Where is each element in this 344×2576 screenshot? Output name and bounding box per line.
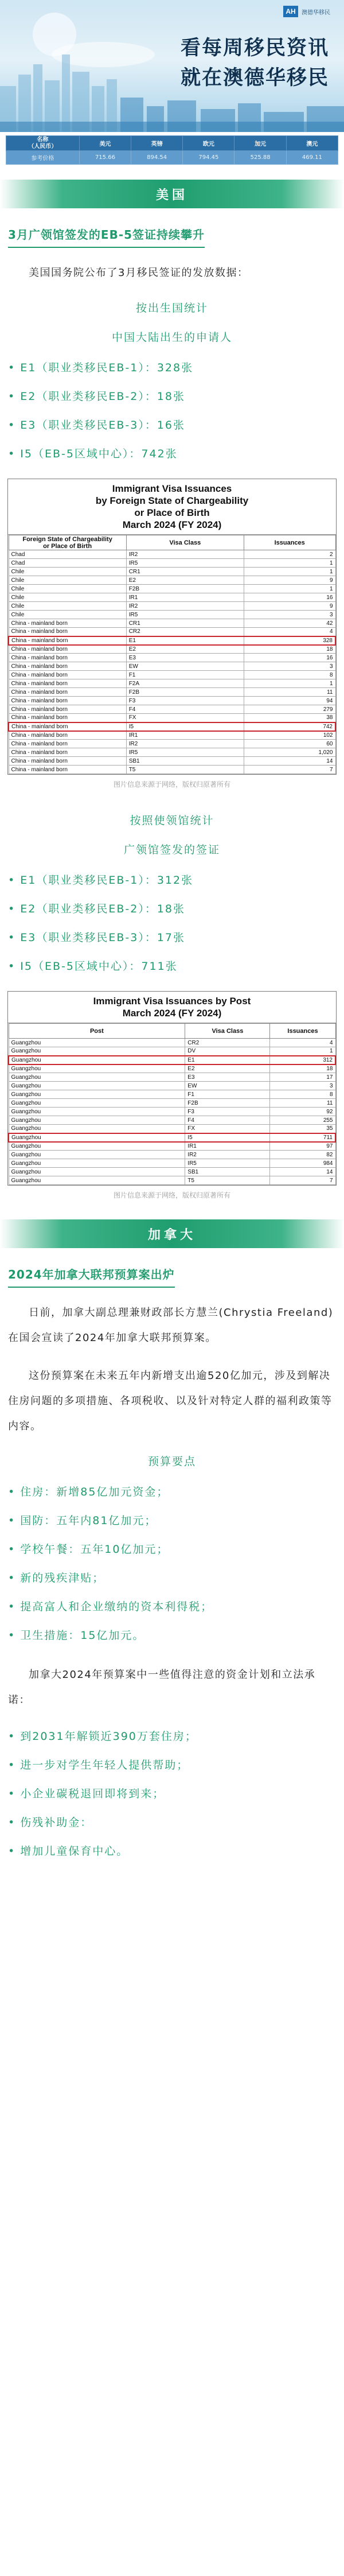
- table-cell-count: 16: [244, 593, 335, 602]
- table-cell-count: 4: [270, 1039, 335, 1047]
- table-cell-count: 4: [244, 628, 335, 636]
- table-cell-count: 82: [270, 1151, 335, 1159]
- table-cell-class: I5: [126, 722, 244, 731]
- table-cell-count: 2: [244, 550, 335, 559]
- table-row: [9, 757, 335, 766]
- image-caption-1: 图片信息来源于网络，版权归原著所有: [113, 780, 230, 788]
- table-row: [9, 1064, 335, 1073]
- table-cell-name: Guangzhou: [9, 1090, 185, 1099]
- table-row: [9, 1090, 335, 1099]
- brand-logo: [283, 6, 330, 17]
- table-cell-name: Chad: [9, 550, 126, 559]
- table-cell-name: Guangzhou: [9, 1168, 185, 1176]
- rates-row: [6, 151, 338, 165]
- table2-col-issuances: Issuances: [270, 1024, 335, 1039]
- table-title-line: Immigrant Visa Issuances: [112, 483, 232, 494]
- table-cell-name: Guangzhou: [9, 1099, 185, 1108]
- post-visa-item: [8, 952, 336, 981]
- key-point-item: [8, 1564, 336, 1592]
- exchange-rate-table: [6, 135, 338, 165]
- table-cell-name: Guangzhou: [9, 1125, 185, 1133]
- country-visa-item-text: E3（职业类移民EB-3）：16张: [20, 419, 186, 432]
- table-cell-name: China - mainland born: [9, 679, 126, 688]
- rates-cell: 参考价格: [6, 151, 80, 165]
- table-cell-class: F2A: [126, 679, 244, 688]
- table-cell-name: China - mainland born: [9, 740, 126, 748]
- table-cell-class: DV: [185, 1047, 270, 1056]
- table-cell-class: E2: [126, 645, 244, 654]
- headline-line-2: 就在澳德华移民: [180, 67, 329, 90]
- table-cell-count: 8: [244, 671, 335, 679]
- table-cell-name: Guangzhou: [9, 1142, 185, 1151]
- table-row: [9, 654, 335, 662]
- table-cell-name: China - mainland born: [9, 714, 126, 722]
- commitment-item: [8, 1722, 336, 1751]
- table-row: [9, 602, 335, 611]
- table-cell-name: China - mainland born: [9, 619, 126, 628]
- table-cell-class: FX: [185, 1125, 270, 1133]
- table-title-line: Immigrant Visa Issuances by Post: [93, 996, 251, 1007]
- country-visa-item: [8, 440, 336, 468]
- country-visa-item: [8, 353, 336, 382]
- key-point-item: [8, 1592, 336, 1621]
- logo-mark: AH: [283, 6, 298, 17]
- table-cell-name: Chile: [9, 568, 126, 576]
- table-cell-count: 35: [270, 1125, 335, 1133]
- table-row-highlighted: [9, 636, 335, 645]
- table-cell-class: EW: [126, 662, 244, 671]
- country-visa-item-text: E2（职业类移民EB-2）：18张: [20, 390, 186, 403]
- table-row: [9, 1073, 335, 1082]
- table-cell-name: China - mainland born: [9, 645, 126, 654]
- table-cell-count: 60: [244, 740, 335, 748]
- table-row: [9, 697, 335, 705]
- table-title-line: March 2024 (FY 2024): [122, 519, 222, 530]
- post-visa-item-text: E1（职业类移民EB-1）：312张: [20, 874, 194, 887]
- bullet: •: [8, 1845, 21, 1858]
- commitment-item: [8, 1751, 336, 1780]
- table-cell-count: 16: [244, 654, 335, 662]
- table-cell-class: F3: [185, 1108, 270, 1116]
- table-cell-class: IR5: [126, 611, 244, 619]
- table1-col-country: Foreign State of Chargeability or Place of Birth: [9, 535, 126, 550]
- table-cell-name: China - mainland born: [9, 628, 126, 636]
- bullet: •: [8, 1572, 21, 1584]
- table2-title: [8, 992, 336, 1023]
- section-title-usa: 美国: [155, 188, 188, 203]
- table-cell-name: China - mainland born: [9, 731, 126, 740]
- canada-para-2: 这份预算案在未来五年内新增支出逾520亿加元，涉及到解决住房问题的多项措施、各项税收、以及针对特定人群的福利政策等内容。: [8, 1370, 333, 1432]
- bullet: •: [8, 903, 21, 915]
- table-cell-count: 279: [244, 705, 335, 714]
- table-cell-count: 9: [244, 602, 335, 611]
- table-cell-class: IR2: [185, 1151, 270, 1159]
- image-caption-2: 图片信息来源于网络，版权归原著所有: [113, 1191, 230, 1199]
- table-row: [9, 705, 335, 714]
- commitment-item-text: 小企业碳税退回即将到来；: [20, 1788, 165, 1800]
- table-row: [9, 619, 335, 628]
- bullet: •: [8, 1600, 21, 1613]
- table-row: [9, 550, 335, 559]
- table-row: [9, 1099, 335, 1108]
- table-cell-class: SB1: [126, 757, 244, 766]
- key-point-item: [8, 1478, 336, 1506]
- table-cell-count: 328: [244, 636, 335, 645]
- by-country-heading: 按出生国统计: [135, 302, 208, 314]
- table-cell-class: T5: [185, 1176, 270, 1185]
- rates-header-cell: 美元: [79, 136, 131, 151]
- post-visa-list: [8, 866, 336, 981]
- table-cell-class: F2B: [185, 1099, 270, 1108]
- table-row: [9, 671, 335, 679]
- table-cell-name: China - mainland born: [9, 662, 126, 671]
- section-title-canada: 加拿大: [147, 1227, 196, 1242]
- table-cell-count: 312: [270, 1056, 335, 1064]
- table-cell-class: CR1: [126, 619, 244, 628]
- bullet: •: [8, 1816, 21, 1829]
- table-row: [9, 714, 335, 722]
- table-cell-class: FX: [126, 714, 244, 722]
- table-cell-class: SB1: [185, 1168, 270, 1176]
- table-row: [9, 1047, 335, 1056]
- table-cell-name: China - mainland born: [9, 697, 126, 705]
- table-cell-count: 3: [270, 1082, 335, 1090]
- table-cell-count: 1: [244, 585, 335, 593]
- table-row: [9, 748, 335, 757]
- rates-header-cell: 澳元: [286, 136, 338, 151]
- table1: [8, 535, 336, 774]
- table-row: [9, 679, 335, 688]
- commitment-item-text: 到2031年解锁近390万套住房；: [20, 1730, 197, 1743]
- logo-text: 澳德华移民: [302, 9, 330, 16]
- table-cell-class: T5: [126, 766, 244, 774]
- bullet: •: [8, 1543, 21, 1556]
- rates-cell: 794.45: [183, 151, 234, 165]
- bullet: •: [8, 1788, 21, 1800]
- key-point-item: [8, 1506, 336, 1535]
- table-title-line: by Foreign State of Chargeability: [95, 495, 249, 506]
- table-cell-count: 1: [244, 568, 335, 576]
- table-cell-name: Guangzhou: [9, 1133, 185, 1142]
- post-visa-item: [8, 866, 336, 895]
- rates-cell: 469.11: [286, 151, 338, 165]
- post-visa-item-text: E2（职业类移民EB-2）：18张: [20, 903, 186, 915]
- table-cell-count: 102: [244, 731, 335, 740]
- country-visa-item: [8, 411, 336, 440]
- table-cell-count: 17: [270, 1073, 335, 1082]
- table-cell-name: Chile: [9, 611, 126, 619]
- commitment-item-text: 增加儿童保育中心。: [20, 1845, 129, 1858]
- banner-headline: [181, 33, 329, 93]
- bullet: •: [8, 1629, 21, 1642]
- table-cell-count: 14: [244, 757, 335, 766]
- key-point-item-text: 学校午餐：五年10亿加元；: [20, 1543, 169, 1556]
- table-cell-name: China - mainland born: [9, 671, 126, 679]
- section-header-canada: [0, 1219, 344, 1248]
- table-cell-class: IR2: [126, 602, 244, 611]
- table-cell-name: China - mainland born: [9, 748, 126, 757]
- table-title-line: March 2024 (FY 2024): [122, 1008, 222, 1019]
- header-banner: [0, 0, 344, 132]
- table-cell-name: China - mainland born: [9, 636, 126, 645]
- table-cell-name: Guangzhou: [9, 1116, 185, 1125]
- table-cell-name: Guangzhou: [9, 1064, 185, 1073]
- table-cell-count: 18: [244, 645, 335, 654]
- table-cell-count: 255: [270, 1116, 335, 1125]
- table-cell-count: 3: [244, 611, 335, 619]
- table-cell-class: E3: [185, 1073, 270, 1082]
- table-cell-name: Chile: [9, 585, 126, 593]
- key-point-item-text: 住房：新增85亿加元资金；: [20, 1486, 169, 1498]
- table-cell-class: CR1: [126, 568, 244, 576]
- rates-cell: 715.66: [79, 151, 131, 165]
- table-cell-class: F1: [185, 1090, 270, 1099]
- table-cell-count: 42: [244, 619, 335, 628]
- rates-cell: 894.54: [131, 151, 183, 165]
- table-cell-class: I5: [185, 1133, 270, 1142]
- table-cell-count: 8: [270, 1090, 335, 1099]
- table-cell-count: 711: [270, 1133, 335, 1142]
- table-cell-count: 18: [270, 1064, 335, 1073]
- table-cell-count: 94: [244, 697, 335, 705]
- table-cell-name: Chile: [9, 593, 126, 602]
- table-row: [9, 1082, 335, 1090]
- table-cell-count: 1: [244, 559, 335, 568]
- table-row: [9, 740, 335, 748]
- bullet: •: [8, 390, 21, 403]
- table-cell-name: Chile: [9, 576, 126, 585]
- table-cell-class: E2: [185, 1064, 270, 1073]
- headline-line-1: 看每周移民资讯: [180, 37, 329, 60]
- table-cell-class: IR1: [185, 1142, 270, 1151]
- table-row: [9, 585, 335, 593]
- table-cell-name: China - mainland born: [9, 757, 126, 766]
- rates-header-row: [6, 136, 338, 151]
- visa-by-post-table-image: [7, 991, 337, 1186]
- country-visa-list: [8, 353, 336, 468]
- country-visa-item: [8, 382, 336, 411]
- table-cell-name: Guangzhou: [9, 1151, 185, 1159]
- table-cell-name: Guangzhou: [9, 1056, 185, 1064]
- post-visa-item: [8, 923, 336, 952]
- table-cell-class: E3: [126, 654, 244, 662]
- table-row: [9, 662, 335, 671]
- post-visa-item-text: E3（职业类移民EB-3）：17张: [20, 931, 186, 944]
- table-cell-count: 984: [270, 1159, 335, 1168]
- table2-col-post: Post: [9, 1024, 185, 1039]
- table-cell-class: IR1: [126, 731, 244, 740]
- commitment-item-text: 进一步对学生年轻人提供帮助；: [20, 1759, 189, 1771]
- table-row: [9, 576, 335, 585]
- post-visa-item-text: I5（EB-5区域中心）：711张: [20, 960, 178, 973]
- table-cell-count: 97: [270, 1142, 335, 1151]
- table-cell-count: 14: [270, 1168, 335, 1176]
- table1-title: [8, 479, 336, 535]
- rates-header-cell: 名称 （人民币）: [6, 136, 80, 151]
- table-cell-count: 1,020: [244, 748, 335, 757]
- bullet: •: [8, 448, 21, 460]
- key-point-item-text: 国防：五年内81亿加元；: [20, 1514, 157, 1527]
- table-cell-count: 92: [270, 1108, 335, 1116]
- table-row: [9, 628, 335, 636]
- table1-col-issuances: Issuances: [244, 535, 335, 550]
- table2-col-class: Visa Class: [185, 1024, 270, 1039]
- table-row-highlighted: [9, 1133, 335, 1142]
- key-point-item-text: 提高富人和企业缴纳的资本利得税；: [20, 1600, 213, 1613]
- bullet: •: [8, 874, 21, 887]
- table-cell-class: E1: [126, 636, 244, 645]
- key-point-item-text: 卫生措施：15亿加元。: [20, 1629, 145, 1642]
- table-cell-name: Guangzhou: [9, 1039, 185, 1047]
- table-row: [9, 1151, 335, 1159]
- table-cell-name: Guangzhou: [9, 1082, 185, 1090]
- table-row: [9, 645, 335, 654]
- section-header-usa: [0, 180, 344, 208]
- table-cell-name: China - mainland born: [9, 722, 126, 731]
- mainland-heading: 中国大陆出生的申请人: [111, 331, 232, 344]
- article-title-canada: 2024年加拿大联邦预算案出炉: [8, 1265, 175, 1288]
- table-title-line: or Place of Birth: [134, 507, 210, 518]
- table-cell-class: IR5: [126, 748, 244, 757]
- key-point-item: [8, 1621, 336, 1650]
- bullet: •: [8, 419, 21, 432]
- bullet: •: [8, 362, 21, 374]
- table-cell-name: Guangzhou: [9, 1108, 185, 1116]
- country-visa-item-text: E1（职业类移民EB-1）：328张: [20, 362, 194, 374]
- table-cell-name: Guangzhou: [9, 1073, 185, 1082]
- table-row-highlighted: [9, 1056, 335, 1064]
- table-cell-count: 742: [244, 722, 335, 731]
- table-cell-name: China - mainland born: [9, 654, 126, 662]
- table-row: [9, 1142, 335, 1151]
- table-row: [9, 1176, 335, 1185]
- key-points-heading: 预算要点: [147, 1455, 196, 1468]
- table-cell-count: 38: [244, 714, 335, 722]
- table-cell-name: China - mainland born: [9, 766, 126, 774]
- key-point-item: [8, 1535, 336, 1564]
- table1-col-class: Visa Class: [126, 535, 244, 550]
- table-cell-name: Chile: [9, 602, 126, 611]
- table-row: [9, 766, 335, 774]
- visa-by-country-table-image: [7, 479, 337, 775]
- rates-header-cell: 加元: [234, 136, 286, 151]
- table-cell-name: China - mainland born: [9, 705, 126, 714]
- table-cell-count: 7: [270, 1176, 335, 1185]
- table-row: [9, 1159, 335, 1168]
- table-cell-count: 3: [244, 662, 335, 671]
- bullet: •: [8, 1514, 21, 1527]
- table-row: [9, 688, 335, 697]
- post-visa-item: [8, 895, 336, 923]
- table-row-highlighted: [9, 722, 335, 731]
- table-cell-class: CR2: [185, 1039, 270, 1047]
- table-row: [9, 1116, 335, 1125]
- table-cell-class: IR5: [185, 1159, 270, 1168]
- table-cell-name: Guangzhou: [9, 1047, 185, 1056]
- table-row: [9, 1039, 335, 1047]
- country-visa-item-text: I5（EB-5区域中心）：742张: [20, 448, 178, 460]
- table-row: [9, 611, 335, 619]
- rates-cell: 525.88: [234, 151, 286, 165]
- by-post-heading: 按照使领馆统计: [130, 814, 214, 827]
- table-cell-class: F4: [185, 1116, 270, 1125]
- table-cell-class: CR2: [126, 628, 244, 636]
- table-cell-class: IR1: [126, 593, 244, 602]
- bullet: •: [8, 1759, 21, 1771]
- table-cell-count: 11: [244, 688, 335, 697]
- table-row: [9, 1108, 335, 1116]
- table-cell-name: Guangzhou: [9, 1176, 185, 1185]
- bullet: •: [8, 1486, 21, 1498]
- table-cell-count: 7: [244, 766, 335, 774]
- table-cell-class: F1: [126, 671, 244, 679]
- table-cell-name: Chad: [9, 559, 126, 568]
- table-row: [9, 731, 335, 740]
- commitment-item: [8, 1837, 336, 1866]
- table-cell-count: 9: [244, 576, 335, 585]
- table-cell-count: 11: [270, 1099, 335, 1108]
- commitments-list: [8, 1722, 336, 1866]
- table-row: [9, 559, 335, 568]
- rates-body: [6, 151, 338, 165]
- commitment-item: [8, 1780, 336, 1808]
- canada-para-3: 加拿大2024年预算案中一些值得注意的资金计划和立法承诺：: [8, 1669, 316, 1706]
- guangzhou-heading: 广领馆签发的签证: [123, 844, 220, 856]
- table-row: [9, 568, 335, 576]
- key-points-list: [8, 1478, 336, 1650]
- table-cell-count: 1: [270, 1047, 335, 1056]
- table-cell-class: E2: [126, 576, 244, 585]
- bullet: •: [8, 931, 21, 944]
- commitment-item: [8, 1808, 336, 1837]
- table-row: [9, 593, 335, 602]
- key-point-item-text: 新的残疾津贴；: [20, 1572, 105, 1584]
- table-cell-class: E1: [185, 1056, 270, 1064]
- table-cell-class: F2B: [126, 688, 244, 697]
- table-cell-class: IR2: [126, 550, 244, 559]
- commitment-item-text: 伤残补助金：: [20, 1816, 93, 1829]
- table-cell-class: F2B: [126, 585, 244, 593]
- table-cell-name: Guangzhou: [9, 1159, 185, 1168]
- table-row: [9, 1168, 335, 1176]
- table-row: [9, 1125, 335, 1133]
- bullet: •: [8, 1730, 21, 1743]
- table-cell-class: F3: [126, 697, 244, 705]
- rates-header-cell: 英镑: [131, 136, 183, 151]
- table-cell-class: EW: [185, 1082, 270, 1090]
- table2: [8, 1023, 336, 1185]
- bullet: •: [8, 960, 21, 973]
- article-title-usa: 3月广领馆签发的EB-5签证持续攀升: [8, 226, 205, 248]
- usa-intro: 美国国务院公布了3月移民签证的发放数据：: [29, 267, 249, 279]
- table-cell-class: IR2: [126, 740, 244, 748]
- table-cell-name: China - mainland born: [9, 688, 126, 697]
- table-cell-count: 1: [244, 679, 335, 688]
- table-cell-class: IR5: [126, 559, 244, 568]
- table-cell-class: F4: [126, 705, 244, 714]
- canada-para-1: 日前，加拿大副总理兼财政部长方慧兰(Chrystia Freeland)在国会宣读了2024年加拿大联邦预算案。: [8, 1307, 334, 1344]
- rates-header-cell: 欧元: [183, 136, 234, 151]
